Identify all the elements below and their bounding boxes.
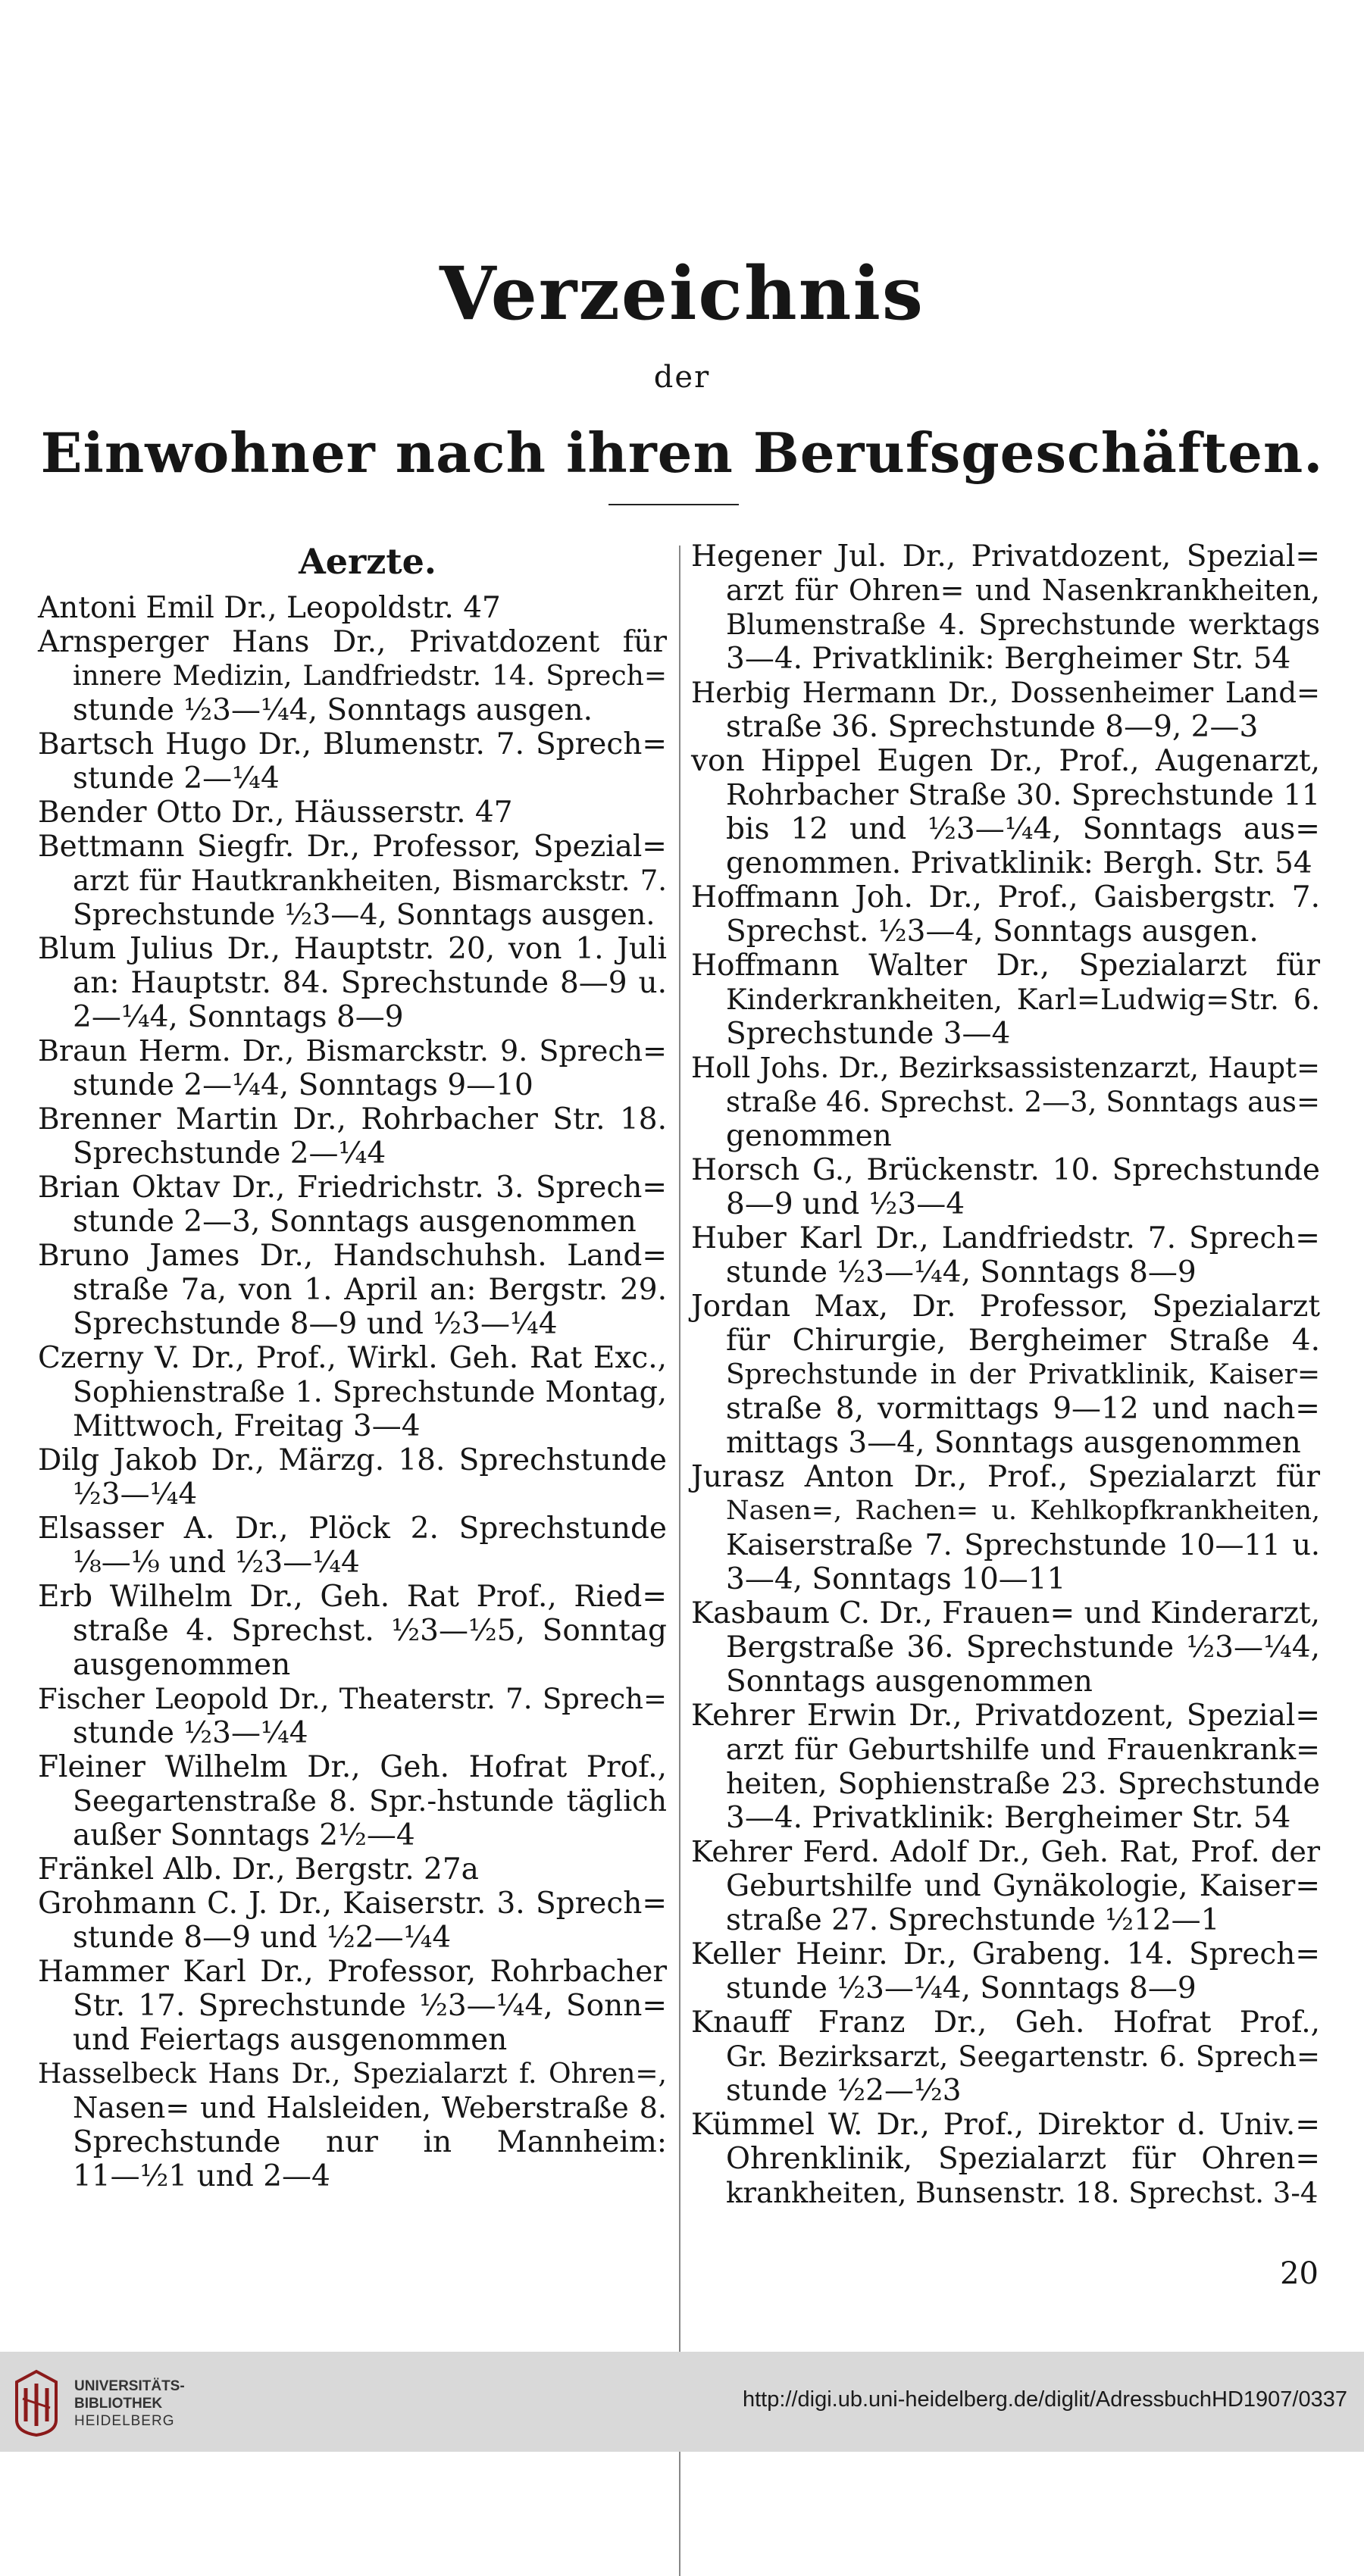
- entry-continuation-line: Kaiserstraße 7. Sprechstunde 10—11 u.: [726, 1528, 1320, 1562]
- entry-name-line: Huber Karl Dr., Landfriedstr. 7. Sprech=: [691, 1221, 1320, 1255]
- entry-continuation-line: genommen: [726, 1119, 892, 1153]
- entry-continuation-line: Sonntags ausgenommen: [726, 1665, 1093, 1699]
- entry-continuation-line: 3—4. Privatklinik: Bergheimer Str. 54: [726, 1801, 1291, 1835]
- directory-entry: [691, 949, 1320, 1051]
- directory-entry: [691, 1699, 1320, 1835]
- entry-continuation-line: krankheiten, Bunsenstr. 18. Sprechst. 3-4: [726, 2177, 1319, 2209]
- entry-continuation-line: Sprechstunde ½3—4, Sonntags ausgen.: [73, 898, 655, 931]
- entry-continuation-line: stunde 2—¼4, Sonntags 9—10: [73, 1068, 533, 1102]
- entry-name-line: Holl Johs. Dr., Bezirksassistenzarzt, Haupt=: [691, 1052, 1320, 1084]
- entry-name-line: Fränkel Alb. Dr., Bergstr. 27a: [38, 1852, 479, 1887]
- entry-name-line: Brian Oktav Dr., Friedrichstr. 3. Sprech=: [38, 1171, 667, 1205]
- directory-entry: [691, 1937, 1320, 2005]
- entry-continuation-line: Nasen=, Rachen= u. Kehlkopfkrankheiten,: [726, 1496, 1320, 1526]
- directory-entry: [38, 1102, 667, 1171]
- entry-continuation-line: 11—½1 und 2—4: [73, 2159, 330, 2193]
- entry-continuation-line: Geburtshilfe und Gynäkologie, Kaiser=: [726, 1869, 1320, 1903]
- column-divider: [679, 546, 680, 2576]
- directory-entry: [691, 1596, 1320, 1699]
- library-name: [74, 2377, 185, 2430]
- library-name-line2: BIBLIOTHEK: [74, 2396, 163, 2412]
- directory-entry: [38, 932, 667, 1034]
- entry-continuation-line: stunde 8—9 und ½2—¼4: [73, 1921, 452, 1955]
- directory-entry: [38, 1341, 667, 1443]
- directory-entry: [38, 1580, 667, 1682]
- entry-continuation-line: stunde ½3—¼4, Sonntags 8—9: [726, 1971, 1197, 2005]
- entry-name-line: Jordan Max, Dr. Professor, Spezialarzt: [691, 1290, 1320, 1324]
- entry-continuation-line: straße 8, vormittags 9—12 und nach=: [726, 1392, 1320, 1426]
- entry-name-line: Bartsch Hugo Dr., Blumenstr. 7. Sprech=: [38, 727, 667, 761]
- entry-continuation-line: Sprechstunde 8—9 und ½3—¼4: [73, 1307, 558, 1341]
- entry-continuation-line: Seegartenstraße 8. Spr.-hstunde täglich: [73, 1784, 667, 1818]
- entry-continuation-line: stunde 2—¼4: [73, 761, 280, 796]
- entry-continuation-line: straße 4. Sprechst. ½3—½5, Sonntag: [73, 1614, 667, 1648]
- entry-name-line: Czerny V. Dr., Prof., Wirkl. Geh. Rat Exc.,: [38, 1341, 667, 1375]
- entry-continuation-line: genommen. Privatklinik: Bergh. Str. 54: [726, 846, 1312, 880]
- entry-name-line: Dilg Jakob Dr., Märzg. 18. Sprechstunde: [38, 1443, 667, 1477]
- entry-name-line: Fleiner Wilhelm Dr., Geh. Hofrat Prof.,: [38, 1750, 667, 1784]
- directory-entry: [691, 1153, 1320, 1221]
- entry-name-line: Hoffmann Walter Dr., Spezialarzt für: [691, 949, 1320, 983]
- entry-name-line: Hegener Jul. Dr., Privatdozent, Spezial=: [691, 539, 1320, 574]
- entry-continuation-line: Sprechstunde 2—¼4: [73, 1136, 386, 1171]
- entry-continuation-line: für Chirurgie, Bergheimer Straße 4.: [726, 1324, 1320, 1358]
- directory-entry: [38, 1852, 667, 1887]
- directory-entry: [38, 1171, 667, 1239]
- entry-continuation-line: Mittwoch, Freitag 3—4: [73, 1409, 421, 1443]
- directory-entry: [38, 1512, 667, 1580]
- directory-entry: [691, 880, 1320, 949]
- entry-continuation-line: stunde 2—3, Sonntags ausgenommen: [73, 1205, 637, 1239]
- right-column: [691, 539, 1320, 2210]
- entry-continuation-line: Kinderkrankheiten, Karl=Ludwig=Str. 6.: [726, 983, 1320, 1016]
- entry-continuation-line: straße 46. Sprechst. 2—3, Sonntags aus=: [726, 1086, 1320, 1118]
- directory-entry: [38, 1443, 667, 1512]
- entry-continuation-line: ⅛—⅑ und ½3—¼4: [73, 1546, 360, 1580]
- directory-entry: [38, 796, 667, 830]
- page-title: Verzeichnis: [440, 251, 924, 336]
- entry-name-line: Elsasser A. Dr., Plöck 2. Sprechstunde: [38, 1512, 667, 1546]
- entry-continuation-line: straße 36. Sprechstunde 8—9, 2—3: [726, 710, 1259, 744]
- library-name-line3: HEIDELBERG: [74, 2413, 175, 2429]
- entry-continuation-line: 8—9 und ½3—4: [726, 1187, 965, 1221]
- entry-continuation-line: 2—¼4, Sonntags 8—9: [73, 1000, 404, 1034]
- entry-continuation-line: mittags 3—4, Sonntags ausgenommen: [726, 1426, 1301, 1460]
- entry-name-line: Fischer Leopold Dr., Theaterstr. 7. Sprech=: [38, 1683, 667, 1715]
- directory-entry: [691, 744, 1320, 880]
- entry-name-line: Erb Wilhelm Dr., Geh. Rat Prof., Ried=: [38, 1580, 667, 1614]
- entry-name-line: Kehrer Ferd. Adolf Dr., Geh. Rat, Prof. der: [691, 1835, 1320, 1868]
- directory-entry: [691, 1835, 1320, 1937]
- entry-name-line: Kümmel W. Dr., Prof., Direktor d. Univ.=: [691, 2108, 1320, 2142]
- entry-name-line: Hammer Karl Dr., Professor, Rohrbacher: [38, 1955, 667, 1989]
- entry-name-line: Braun Herm. Dr., Bismarckstr. 9. Sprech=: [38, 1034, 667, 1068]
- library-logo-icon: [14, 2368, 59, 2437]
- left-column: [38, 539, 667, 2193]
- entry-continuation-line: außer Sonntags 2½—4: [73, 1818, 415, 1852]
- directory-entry: [691, 1290, 1320, 1460]
- directory-entry: [38, 727, 667, 796]
- library-name-line1: UNIVERSITÄTS-: [74, 2378, 185, 2394]
- entry-continuation-line: arzt für Hautkrankheiten, Bismarckstr. 7.: [73, 864, 667, 897]
- section-heading: Aerzte.: [299, 541, 436, 582]
- directory-entry: [691, 1051, 1320, 1153]
- entry-continuation-line: Sprechstunde nur in Mannheim:: [73, 2125, 667, 2159]
- entry-name-line: Bettmann Siegfr. Dr., Professor, Spezial=: [38, 830, 667, 864]
- entry-continuation-line: bis 12 und ½3—¼4, Sonntags aus=: [726, 812, 1320, 846]
- directory-entry: [691, 1460, 1320, 1596]
- entry-continuation-line: Sprechstunde in der Privatklinik, Kaiser=: [726, 1359, 1320, 1390]
- directory-entry: [38, 830, 667, 932]
- entry-continuation-line: Sprechst. ½3—4, Sonntags ausgen.: [726, 914, 1259, 949]
- directory-entry: [38, 1239, 667, 1341]
- entry-continuation-line: stunde ½3—¼4, Sonntags 8—9: [726, 1255, 1197, 1290]
- entry-continuation-line: ½3—¼4: [73, 1477, 198, 1512]
- directory-entry: [691, 539, 1320, 676]
- directory-entry: [38, 1034, 667, 1102]
- entry-continuation-line: 3—4. Privatklinik: Bergheimer Str. 54: [726, 642, 1291, 676]
- entry-continuation-line: stunde ½3—¼4, Sonntags ausgen.: [73, 693, 593, 727]
- entry-continuation-line: Bergstraße 36. Sprechstunde ½3—¼4,: [726, 1630, 1320, 1665]
- entry-name-line: Kehrer Erwin Dr., Privatdozent, Spezial=: [691, 1699, 1320, 1733]
- entry-name-line: Keller Heinr. Dr., Grabeng. 14. Sprech=: [691, 1937, 1320, 1971]
- directory-entry: [691, 676, 1320, 744]
- entry-continuation-line: Sprechstunde 3—4: [726, 1017, 1011, 1051]
- source-url[interactable]: http://digi.ub.uni-heidelberg.de/diglit/AdressbuchHD1907/0337: [742, 2387, 1347, 2412]
- directory-entry: [691, 2005, 1320, 2108]
- entry-continuation-line: arzt für Ohren= und Nasenkrankheiten,: [726, 574, 1320, 607]
- directory-entry: [38, 1887, 667, 1955]
- entry-name-line: Hoffmann Joh. Dr., Prof., Gaisbergstr. 7.: [691, 880, 1320, 914]
- title-divider: [608, 504, 739, 505]
- entry-continuation-line: stunde ½3—¼4: [73, 1716, 308, 1750]
- entry-name-line: Blum Julius Dr., Hauptstr. 20, von 1. Juli: [38, 932, 667, 966]
- directory-entry: [38, 1750, 667, 1852]
- entry-continuation-line: Gr. Bezirksarzt, Seegartenstr. 6. Sprech=: [726, 2040, 1320, 2073]
- directory-entry: [38, 591, 667, 625]
- entry-continuation-line: innere Medizin, Landfriedstr. 14. Sprech=: [73, 661, 667, 692]
- entry-continuation-line: straße 27. Sprechstunde ½12—1: [726, 1903, 1220, 1937]
- entry-continuation-line: Blumenstraße 4. Sprechstunde werktags: [726, 608, 1320, 641]
- entry-continuation-line: arzt für Geburtshilfe und Frauenkrank=: [726, 1733, 1320, 1766]
- page-headline: Einwohner nach ihren Berufsgeschäften.: [40, 420, 1324, 485]
- entry-continuation-line: Ohrenklinik, Spezialarzt für Ohren=: [726, 2142, 1320, 2176]
- entry-name-line: Kasbaum C. Dr., Frauen= und Kinderarzt,: [691, 1596, 1321, 1630]
- entry-continuation-line: an: Hauptstr. 84. Sprechstunde 8—9 u.: [73, 966, 667, 1000]
- directory-entry: [691, 1221, 1320, 1290]
- page-number: 20: [1280, 2256, 1319, 2291]
- directory-entry: [38, 2057, 667, 2193]
- entry-name-line: Bender Otto Dr., Häusserstr. 47: [38, 796, 513, 830]
- entry-name-line: Grohmann C. J. Dr., Kaiserstr. 3. Sprech=: [38, 1887, 667, 1921]
- entry-name-line: Arnsperger Hans Dr., Privatdozent für: [38, 625, 667, 659]
- directory-entry: [691, 2108, 1320, 2210]
- entry-name-line: Knauff Franz Dr., Geh. Hofrat Prof.,: [691, 2005, 1320, 2040]
- entry-name-line: Bruno James Dr., Handschuhsh. Land=: [38, 1239, 667, 1273]
- entry-continuation-line: straße 7a, von 1. April an: Bergstr. 29.: [73, 1273, 667, 1307]
- entry-name-line: Hasselbeck Hans Dr., Spezialarzt f. Ohren=,: [38, 2059, 667, 2090]
- footer-bar: [0, 2352, 1364, 2452]
- entry-continuation-line: heiten, Sophienstraße 23. Sprechstunde: [726, 1767, 1320, 1800]
- entry-continuation-line: stunde ½2—½3: [726, 2074, 962, 2108]
- entry-name-line: von Hippel Eugen Dr., Prof., Augenarzt,: [691, 744, 1320, 778]
- entry-continuation-line: und Feiertags ausgenommen: [73, 2023, 508, 2057]
- entry-continuation-line: Str. 17. Sprechstunde ½3—¼4, Sonn=: [73, 1989, 667, 2023]
- entry-continuation-line: Nasen= und Halsleiden, Weberstraße 8.: [73, 2091, 667, 2124]
- entry-name-line: Horsch G., Brückenstr. 10. Sprechstunde: [691, 1153, 1320, 1187]
- entry-continuation-line: Sophienstraße 1. Sprechstunde Montag,: [73, 1375, 667, 1408]
- entry-name-line: Antoni Emil Dr., Leopoldstr. 47: [38, 591, 501, 625]
- entry-name-line: Brenner Martin Dr., Rohrbacher Str. 18.: [38, 1102, 667, 1136]
- entry-continuation-line: ausgenommen: [73, 1648, 291, 1682]
- entry-name-line: Herbig Hermann Dr., Dossenheimer Land=: [691, 677, 1320, 709]
- directory-entry: [38, 1682, 667, 1750]
- directory-entry: [38, 625, 667, 727]
- entry-name-line: Jurasz Anton Dr., Prof., Spezialarzt für: [691, 1460, 1320, 1494]
- directory-entry: [38, 1955, 667, 2057]
- entry-continuation-line: 3—4, Sonntags 10—11: [726, 1562, 1066, 1596]
- page-subtitle: der: [653, 360, 711, 395]
- entry-continuation-line: Rohrbacher Straße 30. Sprechstunde 11: [726, 778, 1320, 811]
